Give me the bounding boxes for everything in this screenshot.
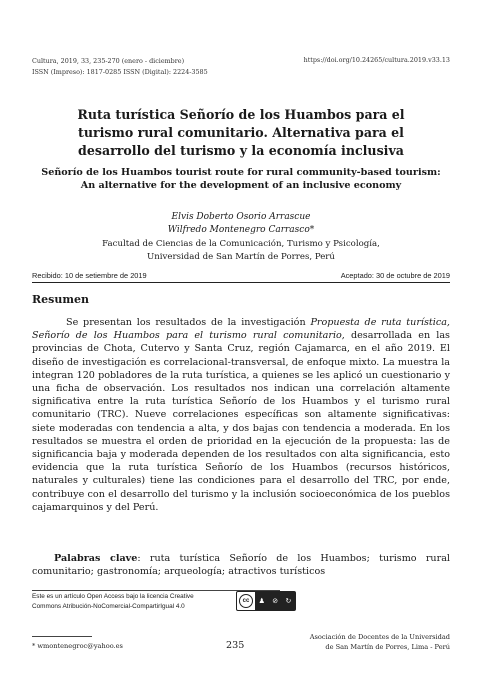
journal-meta <box>32 56 208 77</box>
abstract-heading: Resumen <box>32 293 89 306</box>
received-date: Recibido: 10 de setiembre de 2019 <box>32 271 147 280</box>
page-number: 235 <box>226 640 245 651</box>
publisher-line: de San Martín de Porres, Lima - Perú <box>325 642 450 651</box>
subtitle-line: Señorío de los Huambos tourist route for rural community-based tourism: <box>41 167 441 178</box>
abstract-text: , desarrollada en las provincias de Chota, Cutervo y Santa Cruz, región Cajamarca, en el año 2019. El diseño de investigación es correlacional-transversal, de enfoque mixto. La muestra la integran 120 pobladores de la ruta turística, a quienes se les aplicó un cuestionario y una ficha de observación. Los resultados nos indican una correlación altamente significativa entre la ruta turística Señorío de los Huambos y el turismo rural comunitario (TRC). Nueve correlaciones específicas son altamente significativas: siete moderadas con tendencia a alta, y dos bajas con tendencia a moderada. En los resultados se muestra el orden de prioridad en la ejecución de la propuesta: las de significancia baja y moderada dependen de los resultados con alta significancia, esto evidencia que la ruta turística Señorío de los Huambos (recursos históricos, naturales y culturales) tiene las condiciones para el desarrollo del TRC, por ende, contribuye con el desarrollo del turismo y la inclusión socioeconómica de los pueblos cajamarquinos y del Perú. <box>32 330 450 513</box>
author-list <box>60 211 422 237</box>
author-name: Wilfredo Montenegro Carrasco* <box>167 225 315 235</box>
title-line: Ruta turística Señorío de los Huambos para el <box>77 107 405 122</box>
title-line: turismo rural comunitario. Alternativa para el <box>78 125 404 140</box>
cc-logo-icon: cc <box>239 594 253 608</box>
footnote-rule <box>32 636 92 637</box>
article-title <box>50 106 432 160</box>
journal-citation: Cultura, 2019, 33, 235-270 (enero - diciembre) <box>32 57 185 65</box>
keywords-block <box>32 552 450 578</box>
accepted-date: Aceptado: 30 de octubre de 2019 <box>340 271 450 280</box>
dates-row <box>32 271 450 283</box>
title-line: desarrollo del turismo y la economía inclusiva <box>78 143 404 158</box>
cc-license-badge[interactable] <box>236 591 296 611</box>
sharealike-icon: ↻ <box>285 597 292 605</box>
keywords-paragraph <box>32 552 450 578</box>
author-email[interactable]: * wmontenegroc@yahoo.es <box>32 642 123 650</box>
abstract-intro: Se presentan los resultados de la investigación <box>66 317 311 328</box>
cc-by-nc-sa-icons <box>255 592 295 610</box>
english-title <box>36 166 446 192</box>
publisher-line: Asociación de Docentes de la Universidad <box>309 633 450 641</box>
noncommercial-icon: ⊘ <box>272 597 279 605</box>
abstract-paragraph <box>32 316 450 514</box>
doi-link[interactable]: https://doi.org/10.24265/cultura.2019.v33.13 <box>303 56 450 64</box>
author-name: Elvis Doberto Osorio Arrascue <box>171 212 311 222</box>
keywords-label: Palabras clave <box>54 553 138 564</box>
affiliation-line: Facultad de Ciencias de la Comunicación, Turismo y Psicología, <box>102 239 380 249</box>
affiliation <box>60 238 422 263</box>
abstract-body <box>32 316 450 514</box>
project-title: Propuesta de ruta turística, Señorío de los Huambos para el turismo rural comunitario <box>32 317 450 342</box>
keywords-text: : ruta turística Señorío de los Huambos; turismo rural comunitario; gastronomía; arqueología; atractivos turísticos <box>32 553 450 578</box>
publisher-note <box>310 633 450 653</box>
issn-line: ISSN (Impreso): 1817-0285 ISSN (Digital): 2224-3585 <box>32 67 208 76</box>
subtitle-line: An alternative for the development of an inclusive economy <box>80 180 402 191</box>
license-line: Este es un artículo Open Access bajo la licencia Creative <box>32 593 194 600</box>
affiliation-line: Universidad de San Martín de Porres, Perú <box>147 251 335 262</box>
license-line: Commons Atribución-NoComercial-CompartirIgual 4.0 <box>32 602 185 610</box>
attribution-icon: ♟ <box>258 597 265 605</box>
